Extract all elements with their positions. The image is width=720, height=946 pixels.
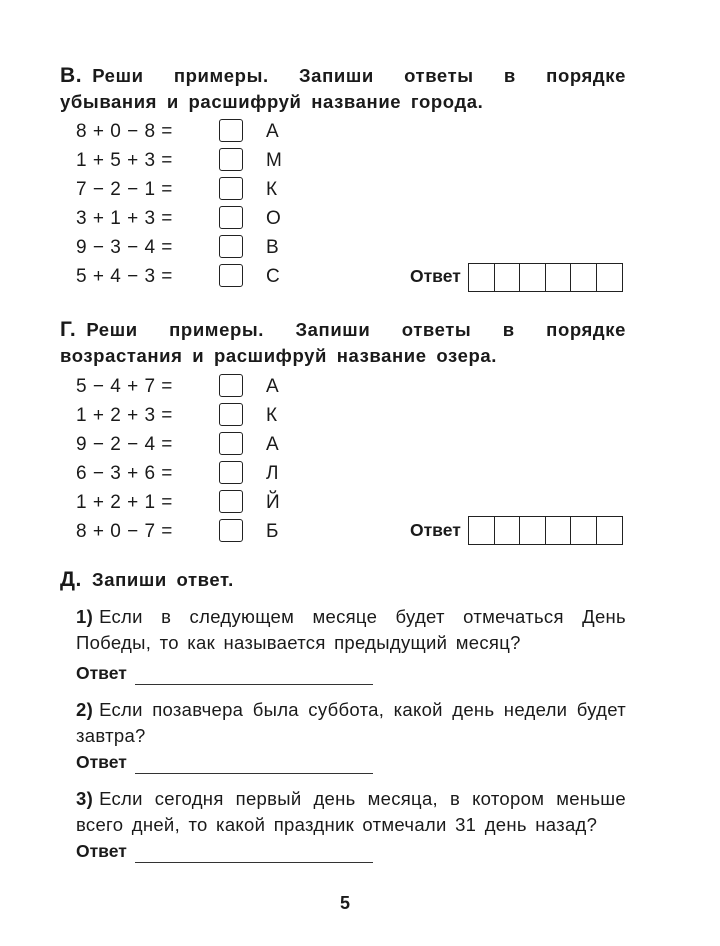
answer-box[interactable] [219, 148, 243, 171]
equation-expression: 6 − 3 + 6 = [76, 463, 173, 484]
answer-cell[interactable] [546, 264, 572, 291]
code-letter: Л [266, 463, 279, 484]
answer-cell[interactable] [546, 517, 572, 544]
equation-expression: 7 − 2 − 1 = [76, 179, 173, 200]
question-1-answer-line[interactable] [135, 684, 373, 685]
section-v-heading [60, 63, 626, 115]
answer-box[interactable] [219, 490, 243, 513]
code-letter: О [266, 208, 281, 229]
section-v-answer-grid[interactable] [468, 263, 623, 292]
section-d-instruction: Запиши ответ. [92, 569, 234, 590]
section-g-heading [60, 317, 626, 369]
code-letter: М [266, 150, 282, 171]
answer-box[interactable] [219, 119, 243, 142]
section-d-letter: Д. [60, 568, 82, 591]
code-letter: К [266, 405, 278, 426]
question-3-answer-line[interactable] [135, 862, 373, 863]
answer-box[interactable] [219, 264, 243, 287]
answer-cell[interactable] [571, 264, 597, 291]
answer-cell[interactable] [469, 264, 495, 291]
equation-expression: 1 + 2 + 1 = [76, 492, 173, 513]
answer-cell[interactable] [469, 517, 495, 544]
code-letter: Б [266, 521, 279, 542]
question-3-text: Если сегодня первый день месяца, в котором меньше всего дней, то какой праздник отмечали 31 день назад? [76, 788, 626, 835]
code-letter: А [266, 434, 279, 455]
equation-expression: 1 + 2 + 3 = [76, 405, 173, 426]
answer-box[interactable] [219, 519, 243, 542]
section-v-letter: В. [60, 64, 83, 87]
answer-box[interactable] [219, 177, 243, 200]
equation-expression: 5 + 4 − 3 = [76, 266, 173, 287]
answer-cell[interactable] [597, 517, 623, 544]
question-3-answer-label: Ответ [76, 841, 127, 861]
page-number: 5 [340, 893, 351, 913]
answer-box[interactable] [219, 403, 243, 426]
question-2-number: 2) [76, 699, 94, 720]
question-1 [76, 604, 626, 656]
answer-cell[interactable] [495, 517, 521, 544]
question-2-answer-line[interactable] [135, 773, 373, 774]
section-g-instruction: Реши примеры. Запиши ответы в порядке возрастания и расшифруй название озера. [60, 319, 626, 366]
equation-expression: 8 + 0 − 8 = [76, 121, 173, 142]
equation-expression: 8 + 0 − 7 = [76, 521, 173, 542]
equation-expression: 3 + 1 + 3 = [76, 208, 173, 229]
equation-expression: 5 − 4 + 7 = [76, 376, 173, 397]
answer-box[interactable] [219, 235, 243, 258]
answer-cell[interactable] [520, 264, 546, 291]
question-1-text: Если в следующем месяце будет отмечаться День Победы, то как называется предыдущий месяц? [76, 606, 626, 653]
question-3 [76, 786, 626, 838]
code-letter: К [266, 179, 278, 200]
section-g-answer-grid[interactable] [468, 516, 623, 545]
question-1-answer-label: Ответ [76, 663, 127, 683]
question-2-text: Если позавчера была суббота, какой день недели будет завтра? [76, 699, 626, 746]
answer-cell[interactable] [520, 517, 546, 544]
code-letter: Й [266, 492, 280, 513]
equation-expression: 9 − 3 − 4 = [76, 237, 173, 258]
answer-box[interactable] [219, 374, 243, 397]
answer-box[interactable] [219, 461, 243, 484]
question-2 [76, 697, 626, 749]
code-letter: В [266, 237, 279, 258]
question-3-number: 3) [76, 788, 94, 809]
code-letter: С [266, 266, 280, 287]
section-g-letter: Г. [60, 318, 77, 341]
answer-cell[interactable] [571, 517, 597, 544]
equation-expression: 9 − 2 − 4 = [76, 434, 173, 455]
section-v-answer-label: Ответ [410, 266, 461, 286]
equation-expression: 1 + 5 + 3 = [76, 150, 173, 171]
question-2-answer-label: Ответ [76, 752, 127, 772]
section-d-heading [60, 567, 234, 593]
section-g-answer-label: Ответ [410, 520, 461, 540]
answer-box[interactable] [219, 432, 243, 455]
code-letter: А [266, 376, 279, 397]
answer-cell[interactable] [597, 264, 623, 291]
code-letter: А [266, 121, 279, 142]
section-v-instruction: Реши примеры. Запиши ответы в порядке убывания и расшифруй название города. [60, 65, 626, 112]
answer-box[interactable] [219, 206, 243, 229]
question-1-number: 1) [76, 606, 94, 627]
answer-cell[interactable] [495, 264, 521, 291]
